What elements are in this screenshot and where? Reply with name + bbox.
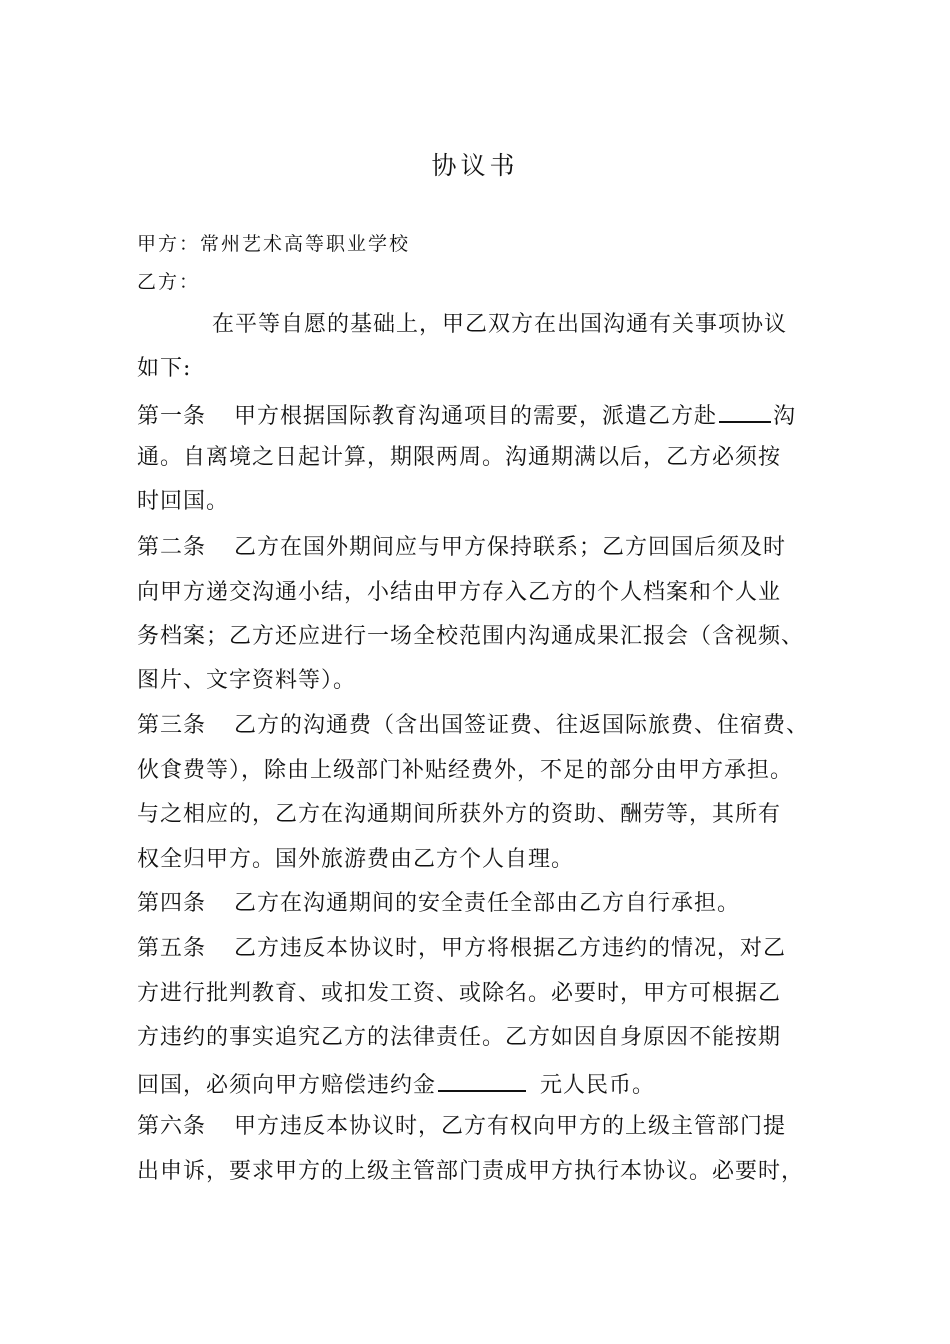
article-2-text: 乙方在国外期间应与甲方保持联系；乙方回国后须及时 [234, 535, 787, 560]
penalty-amount-blank [438, 1068, 526, 1092]
article-4-label: 第四条 [137, 891, 207, 916]
article-1-label: 第一条 [137, 404, 207, 429]
intro-line-1: 在平等自愿的基础上，甲乙双方在出国沟通有关事项协议 [212, 312, 788, 337]
article-6-line-2: 出申诉，要求甲方的上级主管部门责成甲方执行本协议。必要时， [137, 1159, 805, 1184]
party-a-line: 甲方：常州艺术高等职业学校 [137, 233, 411, 255]
article-2-line-1 [137, 533, 786, 563]
article-5-line-1 [137, 934, 786, 964]
article-1-text-b: 沟 [773, 404, 797, 429]
article-2-label: 第二条 [137, 535, 207, 560]
article-5-label: 第五条 [137, 936, 207, 961]
article-2-line-2: 向甲方递交沟通小结，小结由甲方存入乙方的个人档案和个人业 [137, 580, 782, 605]
article-3-line-2: 伙食费等），除由上级部门补贴经费外，不足的部分由甲方承担。 [137, 758, 794, 783]
document-title: 协议书 [431, 151, 519, 180]
article-3-label: 第三条 [137, 713, 207, 738]
article-1-text-a: 甲方根据国际教育沟通项目的需要，派遣乙方赴 [234, 404, 718, 429]
article-1-line-3: 时回国。 [137, 489, 230, 514]
article-2-line-3: 务档案；乙方还应进行一场全校范围内沟通成果汇报会（含视频、 [137, 624, 805, 649]
party-b-line: 乙方： [137, 271, 201, 293]
destination-blank [719, 399, 771, 423]
article-1-line-1 [137, 399, 796, 432]
article-4-line-1 [137, 889, 740, 919]
intro-line-2: 如下: [137, 356, 192, 381]
article-1-line-2: 通。自离境之日起计算，期限两周。沟通期满以后，乙方必须按 [137, 445, 782, 470]
article-6-line-1 [137, 1112, 786, 1142]
article-6-text: 甲方违反本协议时，乙方有权向甲方的上级主管部门提 [234, 1114, 787, 1139]
article-3-line-4: 权全归甲方。国外旅游费由乙方个人自理。 [137, 847, 575, 872]
article-3-text: 乙方的沟通费（含出国签证费、往返国际旅费、住宿费、 [234, 713, 810, 738]
article-5-line-4 [137, 1068, 655, 1101]
article-5-text: 乙方违反本协议时，甲方将根据乙方违约的情况，对乙 [234, 936, 787, 961]
article-2-line-4: 图片、文字资料等）。 [137, 668, 357, 693]
article-3-line-3: 与之相应的，乙方在沟通期间所获外方的资助、酬劳等，其所有 [137, 802, 782, 827]
article-6-label: 第六条 [137, 1114, 207, 1139]
article-5-text-b: 元人民币。 [540, 1073, 656, 1098]
article-5-line-2: 方进行批判教育、或扣发工资、或除名。必要时，甲方可根据乙 [137, 981, 782, 1006]
article-5-text-a: 回国，必须向甲方赔偿违约金 [137, 1073, 437, 1098]
article-5-line-3: 方违约的事实追究乙方的法律责任。乙方如因自身原因不能按期 [137, 1025, 782, 1050]
article-4-text: 乙方在沟通期间的安全责任全部由乙方自行承担。 [234, 891, 741, 916]
article-3-line-1 [137, 711, 809, 741]
